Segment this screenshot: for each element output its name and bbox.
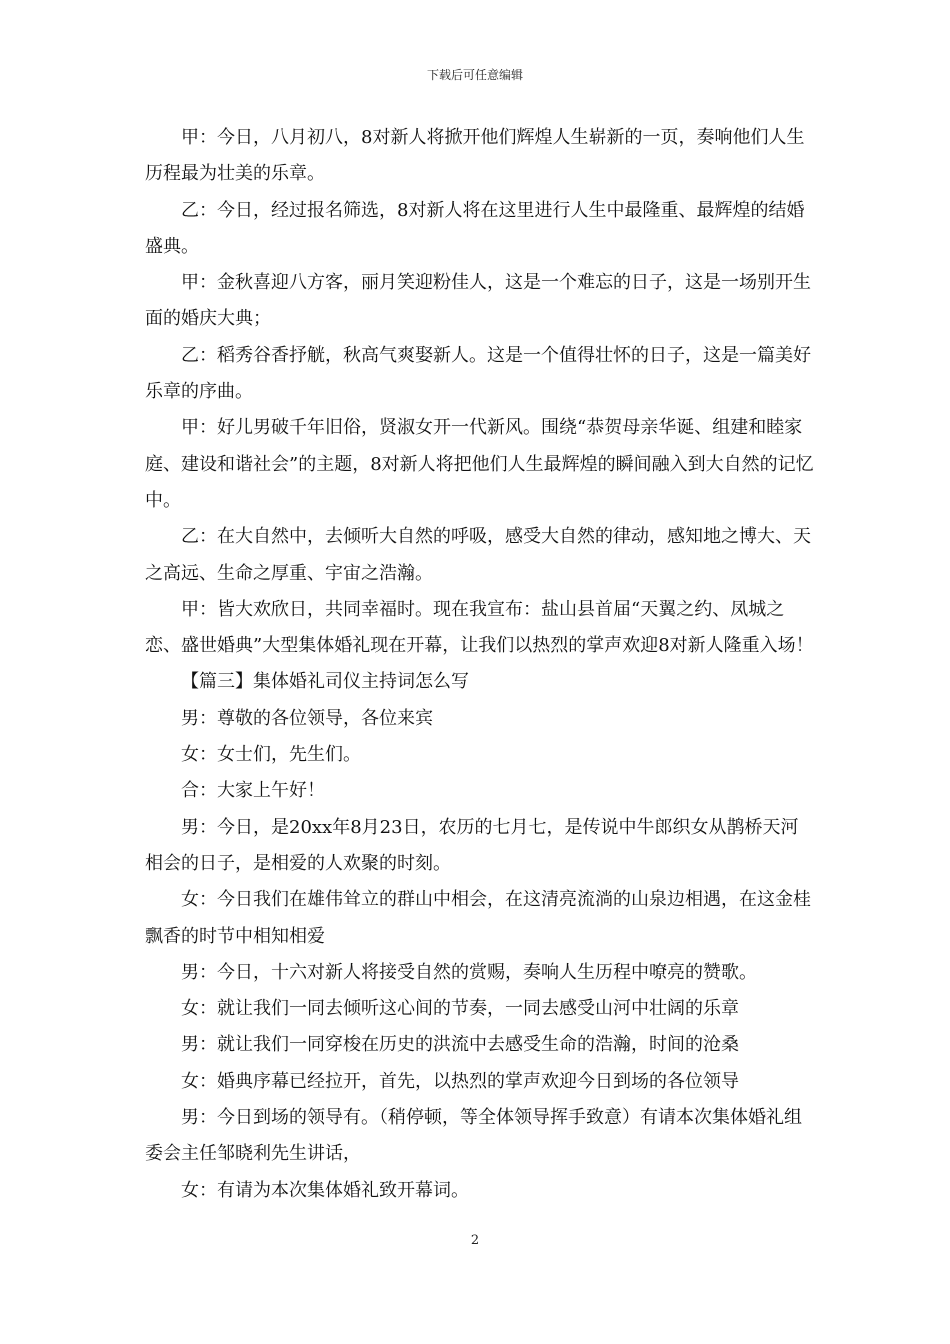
paragraph: 男：今日，十六对新人将接受自然的赏赐，奏响人生历程中嘹亮的赞歌。 [181, 961, 757, 983]
paragraph: 男：就让我们一同穿梭在历史的洪流中去感受生命的浩瀚，时间的沧桑 [181, 1034, 739, 1056]
paragraph: 乙：在大自然中，去倾听大自然的呼吸，感受大自然的律动，感知地之博大、天之高远、生命之厚重、宇宙之浩瀚。 [145, 526, 811, 584]
paragraph: 女：女士们，先生们。 [181, 744, 361, 766]
document-body [145, 120, 815, 1209]
paragraph: 甲：好儿男破千年旧俗，贤淑女开一代新风。围绕“恭贺母亲华诞、组建和睦家庭、建设和谐社会”的主题，8对新人将把他们人生最辉煌的瞬间融入到大自然的记忆中。 [145, 417, 814, 511]
paragraph: 甲：金秋喜迎八方客，丽月笑迎粉佳人，这是一个难忘的日子，这是一场别开生面的婚庆大典； [145, 272, 811, 330]
paragraph: 女：婚典序幕已经拉开，首先，以热烈的掌声欢迎今日到场的各位领导 [181, 1070, 739, 1092]
paragraph: 甲：今日，八月初八，8对新人将掀开他们辉煌人生崭新的一页，奏响他们人生历程最为壮美的乐章。 [145, 127, 805, 185]
paragraph: 女：就让我们一同去倾听这心间的节奏，一同去感受山河中壮阔的乐章 [181, 998, 739, 1020]
paragraph: 男：今日到场的领导有。（稍停顿，等全体领导挥手致意）有请本次集体婚礼组委会主任邹晓利先生讲话， [145, 1107, 802, 1165]
paragraph: 女：今日我们在雄伟耸立的群山中相会，在这清亮流淌的山泉边相遇，在这金桂飘香的时节中相知相爱 [145, 889, 811, 947]
paragraph: 乙：稻秀谷香抒觥，秋高气爽娶新人。这是一个值得壮怀的日子，这是一篇美好乐章的序曲。 [145, 344, 811, 403]
page-header: 下载后可任意编辑 [426, 68, 523, 82]
paragraph: 女：有请为本次集体婚礼致开幕词。 [181, 1179, 469, 1201]
section-heading: 【篇三】集体婚礼司仪主持词怎么写 [181, 671, 469, 693]
paragraph: 男：尊敬的各位领导，各位来宾 [181, 707, 433, 729]
paragraph: 男：今日，是20xx年8月23日，农历的七月七，是传说中牛郎织女从鹊桥天河相会的日子，是相爱的人欢聚的时刻。 [145, 816, 799, 874]
paragraph: 乙：今日，经过报名筛选，8对新人将在这里进行人生中最隆重、最辉煌的结婚盛典。 [145, 199, 805, 257]
paragraph: 合：大家上午好！ [181, 780, 325, 802]
page-number: 2 [470, 1233, 480, 1248]
paragraph: 甲：皆大欢欣日，共同幸福时。现在我宣布：盐山县首届“天翼之约、凤城之恋、盛世婚典”大型集体婚礼现在开幕，让我们以热烈的掌声欢迎8对新人隆重入场！ [145, 598, 814, 657]
